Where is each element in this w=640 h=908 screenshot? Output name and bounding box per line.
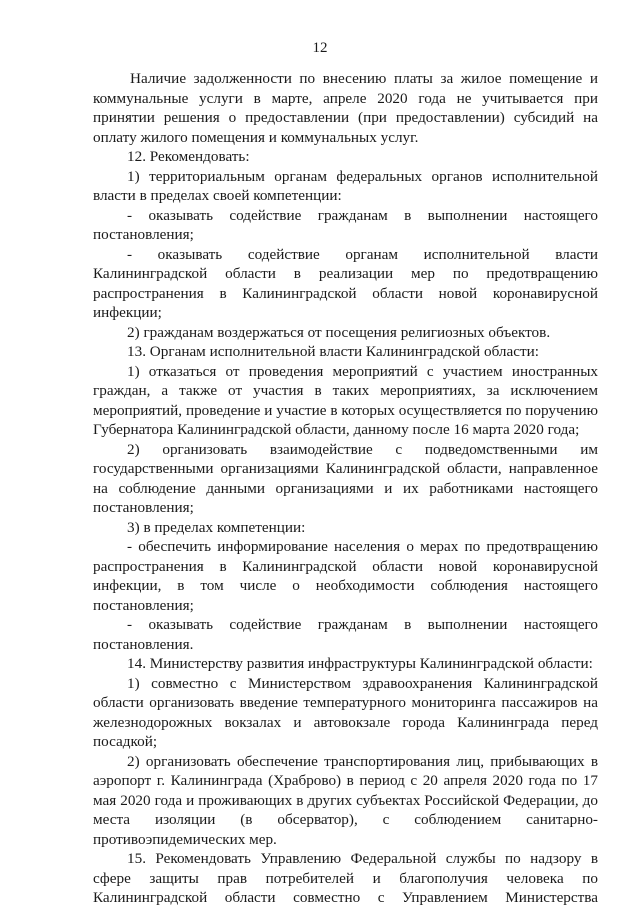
paragraph-13-3: 3) в пределах компетенции: — [127, 518, 306, 536]
paragraph-15: 15. Рекомендовать Управлению Федеральной службы по надзору в сфере защиты прав потребителей и благополучия человека по Калининградской области совместно с Управлением Министерства — [93, 850, 598, 906]
document-body — [93, 69, 598, 908]
paragraph-14-1: 1) совместно с Министерством здравоохранения Калининградской области организовать введение температурного мониторинга пассажиров на железнодорожных вокзалах и автовокзале города Калининграда перед посадкой; — [93, 674, 598, 750]
paragraph-debt-notice: Наличие задолженности по внесению платы за жилое помещение и коммунальные услуги в марте, апреле 2020 года не учитывается при принятии решения о предоставлении (при предоставлении) субсидий на оплату жилого помещения и коммунальных услуг. — [93, 70, 598, 146]
paragraph-13-3-bullet-2: - оказывать содействие гражданам в выполнении настоящего постановления. — [93, 616, 598, 653]
paragraph-12-1-bullet-2: - оказывать содействие органам исполнительной власти Калининградской области в реализации мер по предотвращению распространения в Калининградской области новой коронавирусной инфекции; — [93, 245, 598, 321]
paragraph-13-2: 2) организовать взаимодействие с подведомственными им государственными организациями Калининградской области, направленное на соблюдение данными организациями и их работниками настоящего постановления; — [93, 440, 598, 516]
paragraph-12-heading: 12. Рекомендовать: — [127, 148, 250, 165]
paragraph-13-heading: 13. Органам исполнительной власти Калининградской области: — [127, 343, 539, 360]
paragraph-12-2: 2) гражданам воздержаться от посещения религиозных объектов. — [127, 323, 551, 341]
paragraph-13-3-bullet-1: - обеспечить информирование населения о мерах по предотвращению распространения в Калининградской области новой коронавирусной инфекции, в том числе о необходимости соблюдения настоящего постановления; — [93, 538, 598, 614]
paragraph-12-1-bullet-1: - оказывать содействие гражданам в выполнении настоящего постановления; — [93, 206, 598, 243]
paragraph-12-1: 1) территориальным органам федеральных органов исполнительной власти в пределах своей компетенции: — [93, 167, 598, 204]
paragraph-14-2: 2) организовать обеспечение транспортирования лиц, прибывающих в аэропорт г. Калининграда (Храброво) в период с 20 апреля 2020 года по 17 мая 2020 года и проживающих в других субъектах Российской Федерации, до места изоляции (в обсерватор), с соблюдением санитарно-противоэпидемических мер. — [93, 752, 598, 848]
paragraph-13-1: 1) отказаться от проведения мероприятий с участием иностранных граждан, а также от участия в таких мероприятиях, за исключением мероприятий, проведение и участие в которых осуществляется по поручению Губернатора Калининградской области, данному после 16 марта 2020 года; — [93, 362, 598, 438]
paragraph-14-heading: 14. Министерству развития инфраструктуры Калининградской области: — [127, 655, 593, 672]
page-number: 12 — [312, 40, 328, 56]
